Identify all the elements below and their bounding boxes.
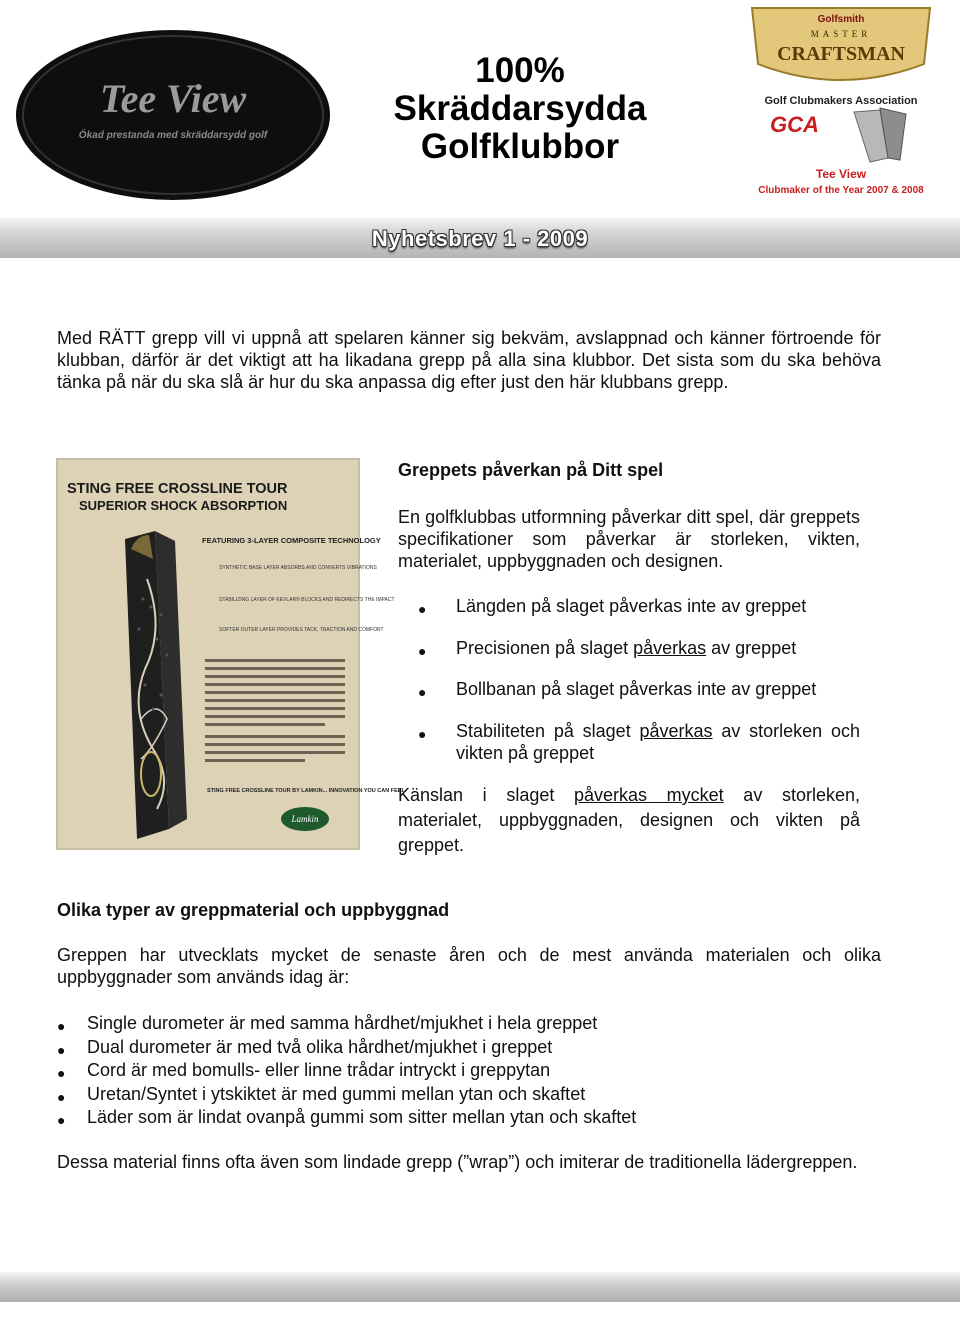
bullet-icon: ● [418, 643, 427, 659]
bullet-icon: ● [57, 1065, 66, 1081]
bullet-icon: ● [418, 601, 427, 617]
list-item: ● Dual durometer är med två olika hårdhet/mjukhet i greppet [57, 1036, 881, 1060]
list-item: ● Single durometer är med samma hårdhet/mjukhet i hela greppet [57, 1012, 881, 1036]
title-line-3: Golfklubbor [420, 127, 620, 166]
list-item: ● Läder som är lindat ovanpå gummi som sitter mellan ytan och skaftet [57, 1106, 881, 1130]
bullet-icon: ● [418, 726, 427, 742]
svg-text:Clubmaker of the Year 2007 & 2: Clubmaker of the Year 2007 & 2008 [758, 185, 924, 196]
svg-text:SYNTHETIC BASE LAYER ABSORBS A: SYNTHETIC BASE LAYER ABSORBS AND CONVERTS VIBRATIONS [219, 565, 377, 571]
title-line-1: 100% [475, 51, 565, 90]
grip-section-text: En golfklubbas utformning påverkar ditt spel, där greppets specifikationer som påverkar är storleken, vikten, materialet, uppbyggnaden och designen. [398, 507, 860, 571]
newsletter-title: Nyhetsbrev 1 - 2009 [371, 226, 589, 251]
types-heading: Olika typer av greppmaterial och uppbyggnad [57, 900, 450, 920]
feel-paragraph: Känslan i slaget påverkas mycket av storleken, materialet, uppbyggnaden, designen och vikten på greppet. [398, 785, 860, 855]
types-intro: Greppen har utvecklats mycket de senaste åren och de mest använda materialen och olika uppbyggnader som används idag är: [57, 945, 881, 987]
svg-text:Golfsmith: Golfsmith [817, 14, 865, 25]
svg-text:Golf Clubmakers Association: Golf Clubmakers Association [764, 95, 918, 107]
svg-text:MASTER: MASTER [810, 29, 872, 39]
bullet-icon: ● [418, 684, 427, 700]
svg-text:FEATURING 3-LAYER COMPOSITE TE: FEATURING 3-LAYER COMPOSITE TECHNOLOGY [202, 536, 381, 545]
svg-text:Tee View: Tee View [815, 167, 867, 181]
svg-text:STING FREE CROSSLINE TOUR: STING FREE CROSSLINE TOUR [67, 481, 288, 497]
bullet-icon: ● [57, 1112, 66, 1128]
svg-text:SUPERIOR SHOCK ABSORPTION: SUPERIOR SHOCK ABSORPTION [79, 498, 288, 513]
material-list [57, 1012, 881, 1130]
list-item: ● Cord är med bomulls- eller linne trådar intryckt i greppytan [57, 1059, 881, 1083]
bullet-icon: ● [57, 1018, 66, 1034]
title-line-2: Skräddarsydda [393, 89, 647, 128]
page-title [370, 52, 670, 166]
svg-text:Tee View: Tee View [99, 76, 247, 121]
svg-text:Lamkin: Lamkin [291, 814, 319, 824]
svg-text:STABILIZING LAYER OF KEVLAR® B: STABILIZING LAYER OF KEVLAR® BLOCKS AND REDIRECTS THE IMPACT [219, 597, 395, 603]
intro-paragraph: Med RÄTT grepp vill vi uppnå att spelaren känner sig bekväm, avslappnad och känner förtroende för klubban, därför är det viktigt att ha likadana grepp på alla sina klubbor. Det sista som du ska behöva tänka på när du ska slå är hur du ska anpassa dig efter just den här klubbans grepp. [57, 328, 881, 392]
newsletter-banner [0, 218, 960, 258]
svg-text:GCA: GCA [770, 112, 819, 137]
svg-text:SOFTER OUTER LAYER PROVIDES TA: SOFTER OUTER LAYER PROVIDES TACK, TRACTION AND COMFORT [219, 627, 384, 633]
svg-text:Ökad prestanda med skräddarsyd: Ökad prestanda med skräddarsydd golf [78, 130, 268, 141]
tee-view-logo [14, 28, 332, 203]
grip-advertisement-image [57, 459, 407, 849]
bullet-icon: ● [57, 1041, 66, 1058]
svg-text:CRAFTSMAN: CRAFTSMAN [777, 43, 905, 65]
footer-bar [0, 1272, 960, 1302]
svg-text:STING FREE CROSSLINE TOUR BY L: STING FREE CROSSLINE TOUR BY LAMKIN... INNOVATION YOU CAN FEEL. [207, 788, 407, 794]
closing-paragraph: Dessa material finns ofta även som lindade grepp (”wrap”) och imiterar de traditionella lädergreppen. [57, 1152, 858, 1172]
list-item: ● Uretan/Syntet i ytskiktet är med gummi mellan ytan och skaftet [57, 1083, 881, 1107]
grip-section-heading: Greppets påverkan på Ditt spel [398, 460, 664, 480]
craftsman-badge [730, 4, 952, 200]
bullet-icon: ● [57, 1088, 66, 1105]
